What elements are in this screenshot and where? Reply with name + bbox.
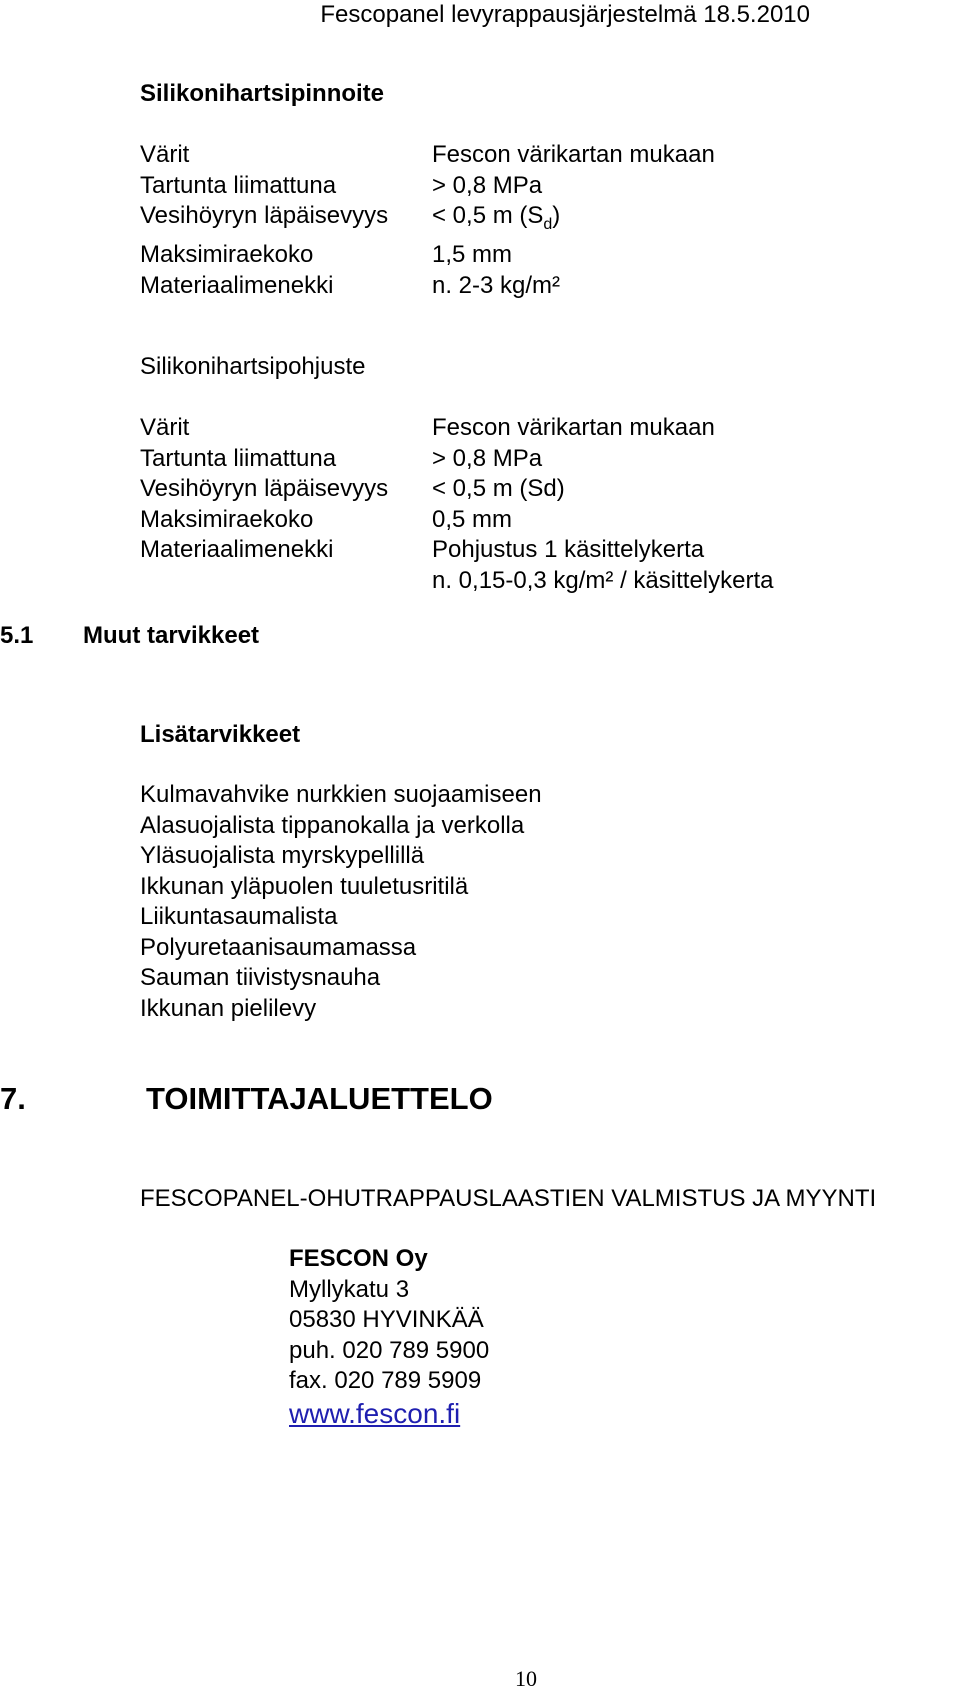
table-row [140,413,773,444]
property-value: Pohjustus 1 käsittelykerta [432,536,705,563]
properties-table-pohjuste [140,413,773,596]
document-header: Fescopanel levyrappausjärjestelmä 18.5.2010 [320,1,810,28]
value-suffix: ) [552,202,561,229]
list-item: Liikuntasaumalista [140,903,338,930]
website-link[interactable]: www.fescon.fi [289,1397,461,1429]
table-row [140,505,773,536]
property-value [432,201,715,240]
table-row [140,566,773,597]
list-item: Ikkunan yläpuolen tuuletusritilä [140,872,469,900]
phone-number: puh. 020 789 5900 [289,1336,490,1364]
property-value: Fescon värikartan mukaan [432,141,715,168]
table-row [140,271,715,302]
property-value: n. 0,15-0,3 kg/m² / käsittelykerta [432,566,774,594]
table-row [140,444,773,475]
page-number: 10 [515,1666,537,1691]
supplier-heading: FESCOPANEL-OHUTRAPPAUSLAASTIEN VALMISTUS JA MYYNTI [140,1185,877,1212]
property-label: Tartunta liimattuna [140,444,337,472]
property-label: Tartunta liimattuna [140,171,337,199]
section-number-5-1: 5.1 [0,622,34,649]
properties-table-pinnoite [140,140,715,301]
fax-number: fax. 020 789 5909 [289,1367,482,1394]
list-item: Yläsuojalista myrskypellillä [140,842,425,869]
list-item: Sauman tiivistysnauha [140,964,381,991]
property-label [140,566,432,597]
table-row [140,240,715,271]
property-label: Värit [140,414,190,441]
section-title-toimittajaluettelo: TOIMITTAJALUETTELO [146,1081,493,1116]
property-value: n. 2-3 kg/m² [432,271,561,299]
property-value: Fescon värikartan mukaan [432,414,715,441]
postal-city: 05830 HYVINKÄÄ [289,1306,484,1333]
property-label: Vesihöyryn läpäisevyys [140,475,389,502]
property-value: > 0,8 MPa [432,444,543,472]
company-name: FESCON Oy [289,1245,428,1272]
street-address: Myllykatu 3 [289,1275,410,1303]
list-item: Alasuojalista tippanokalla ja verkolla [140,811,525,839]
value-prefix: < 0,5 m (S [432,202,544,229]
table-row [140,201,715,240]
table-row [140,140,715,171]
property-value: 0,5 mm [432,505,513,533]
section-number-7: 7. [0,1081,26,1116]
list-item: Ikkunan pielilevy [140,994,317,1022]
table-row [140,535,773,566]
property-label: Maksimiraekoko [140,241,314,269]
list-item: Kulmavahvike nurkkien suojaamiseen [140,781,542,808]
table-row [140,474,773,505]
table-row [140,171,715,202]
property-label: Värit [140,141,190,168]
property-value: < 0,5 m (Sd) [432,475,565,502]
section-heading-lisatarvikkeet: Lisätarvikkeet [140,721,301,748]
supplier-contact-block [289,1244,489,1431]
list-item: Polyuretaanisaumamassa [140,933,417,961]
property-label: Materiaalimenekki [140,536,334,563]
property-value: 1,5 mm [432,241,513,269]
section-heading-silikonihartsipinnoite: Silikonihartsipinnoite [140,80,385,107]
value-subscript: d [543,215,553,233]
property-label: Materiaalimenekki [140,271,334,299]
property-value: > 0,8 MPa [432,171,543,199]
accessories-list [140,780,542,1024]
section-heading-silikonihartsipohjuste: Silikonihartsipohjuste [140,353,366,380]
property-label: Vesihöyryn läpäisevyys [140,202,389,229]
section-title-muut-tarvikkeet: Muut tarvikkeet [83,622,260,649]
property-label: Maksimiraekoko [140,505,314,533]
